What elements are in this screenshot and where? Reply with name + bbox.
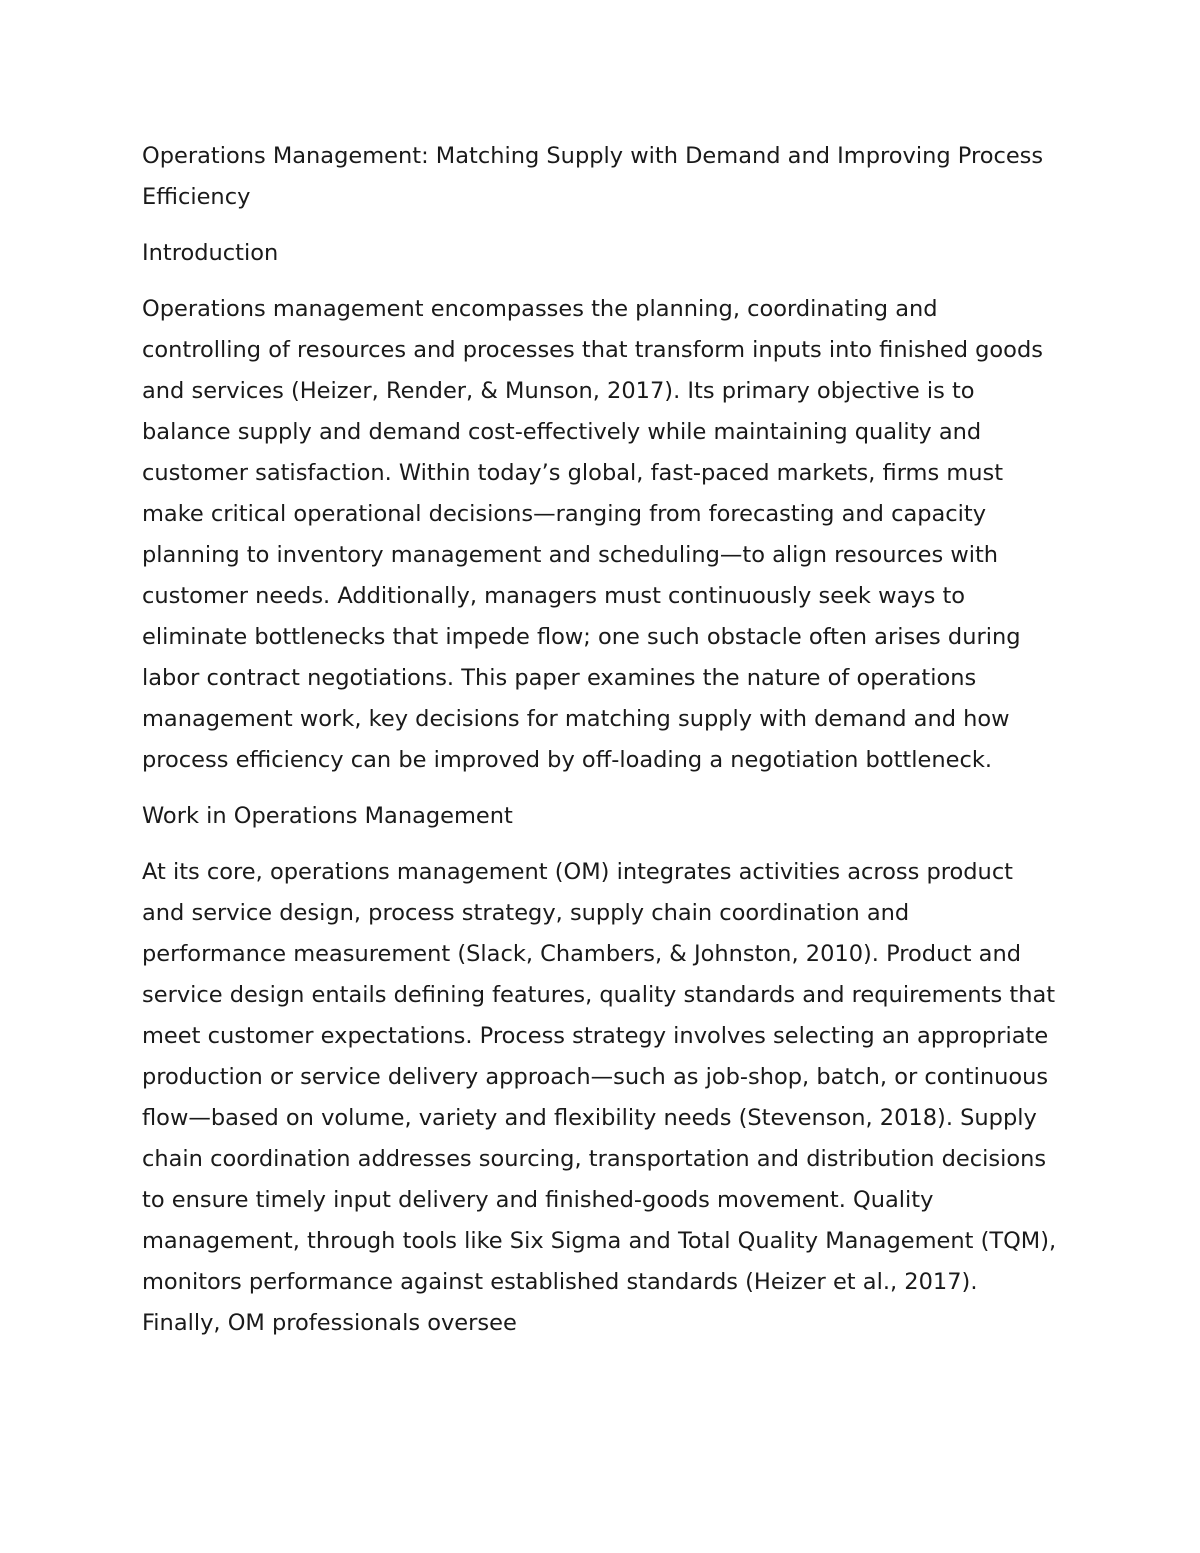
work-in-om-paragraph: At its core, operations management (OM) integrates activities across product and service design, process strategy, supply chain coordination and performance measurement (Slack, Chambers, & Johnston, 2010). Product and service design entails defining features, quality standards and requirements that meet customer expectations. Process strategy involves selecting an appropriate production or service delivery approach—such as job-shop, batch, or continuous flow—based on volume, variety and flexibility needs (Stevenson, 2018). Supply chain coordination addresses sourcing, transportation and distribution decisions to ensure timely input delivery and finished-goods movement. Quality management, through tools like Six Sigma and Total Quality Management (TQM), monitors performance against established standards (Heizer et al., 2017). Finally, OM professionals oversee xyxy=(142,859,1057,1336)
introduction-paragraph: Operations management encompasses the planning, coordinating and controlling of resources and processes that transform inputs into finished goods and services (Heizer, Render, & Munson, 2017). Its primary objective is to balance supply and demand cost-effectively while maintaining quality and customer satisfaction. Within today’s global, fast-paced markets, firms must make critical operational decisions—ranging from forecasting and capacity planning to inventory management and scheduling—to align resources with customer needs. Additionally, managers must continuously seek ways to eliminate bottlenecks that impede flow; one such obstacle often arises during labor contract negotiations. This paper examines the nature of operations management work, key decisions for matching supply with demand and how process efficiency can be improved by off-loading a negotiation bottleneck. xyxy=(142,296,1043,773)
section-heading-introduction: Introduction xyxy=(142,240,279,266)
document-body xyxy=(142,136,1060,1359)
section-heading-work-in-om: Work in Operations Management xyxy=(142,803,513,829)
document-title: Operations Management: Matching Supply with Demand and Improving Process Efficiency xyxy=(142,143,1044,210)
